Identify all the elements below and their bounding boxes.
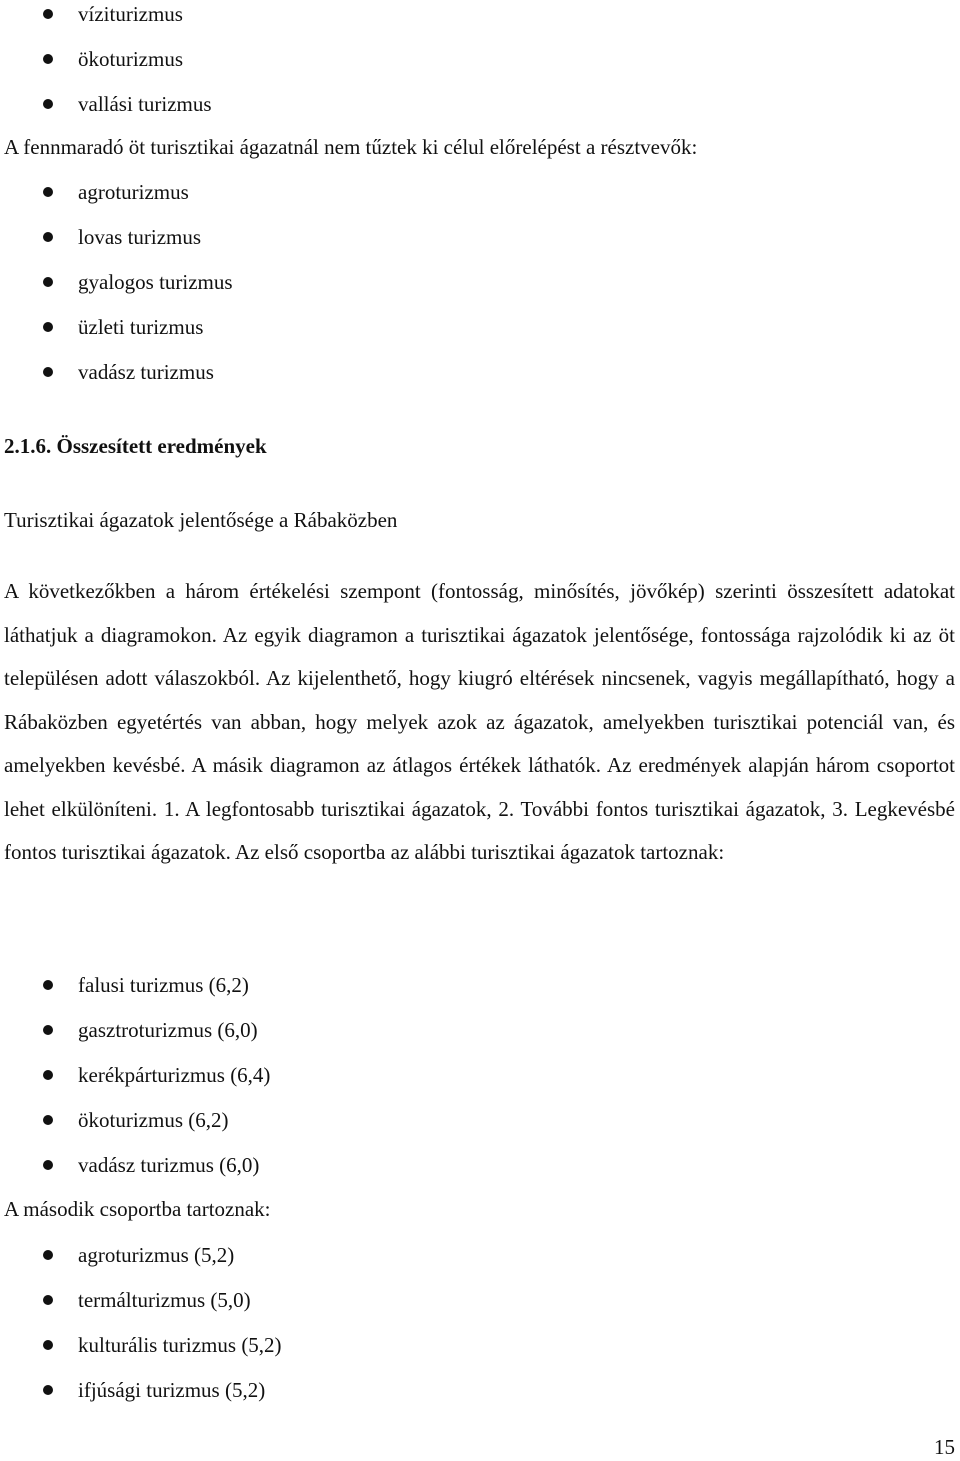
bullet-icon xyxy=(43,980,53,990)
page-number: 15 xyxy=(934,1435,955,1459)
bullet-icon xyxy=(43,367,53,377)
subsection-heading: Turisztikai ágazatok jelentősége a Rábaközben xyxy=(4,508,398,532)
list-item: termálturizmus (5,0) xyxy=(0,1286,960,1331)
bullet-icon xyxy=(43,99,53,109)
list-item: vallási turizmus xyxy=(0,90,960,135)
list-item: kulturális turizmus (5,2) xyxy=(0,1331,960,1376)
bullet-icon xyxy=(43,1070,53,1080)
bullet-icon xyxy=(43,232,53,242)
bullet-icon xyxy=(43,1295,53,1305)
list-item: falusi turizmus (6,2) xyxy=(0,971,960,1016)
bullet-list-top xyxy=(0,0,960,135)
bullet-icon xyxy=(43,1385,53,1395)
list-item: kerékpárturizmus (6,4) xyxy=(0,1061,960,1106)
list-item: agroturizmus (5,2) xyxy=(0,1241,960,1286)
bullet-icon xyxy=(43,1160,53,1170)
bullet-list-group2 xyxy=(0,1241,960,1421)
list-item: ökoturizmus xyxy=(0,45,960,90)
list-item: agroturizmus xyxy=(0,178,960,223)
intro-not-target-paragraph: A fennmaradó öt turisztikai ágazatnál nem tűztek ki célul előrelépést a résztvevők: xyxy=(4,135,698,159)
group2-intro-paragraph: A második csoportba tartoznak: xyxy=(4,1197,271,1221)
bullet-icon xyxy=(43,1340,53,1350)
bullet-icon xyxy=(43,322,53,332)
bullet-list-not-target xyxy=(0,178,960,403)
bullet-icon xyxy=(43,54,53,64)
bullet-list-group1 xyxy=(0,971,960,1196)
list-item: vadász turizmus (6,0) xyxy=(0,1151,960,1196)
bullet-icon xyxy=(43,1025,53,1035)
list-item: üzleti turizmus xyxy=(0,313,960,358)
list-item: vadász turizmus xyxy=(0,358,960,403)
list-item: ifjúsági turizmus (5,2) xyxy=(0,1376,960,1421)
list-item: gyalogos turizmus xyxy=(0,268,960,313)
list-item: ökoturizmus (6,2) xyxy=(0,1106,960,1151)
body-paragraph: A következőkben a három értékelési szempont (fontosság, minősítés, jövőkép) szerinti összesített adatokat láthatjuk a diagramokon. Az egyik diagramon a turisztikai ágazatok jelentősége, fontossága rajzolódik ki az öt településen adott válaszokból. Az kijelenthető, hogy kiugró eltérések nincsenek, vagyis megállapítható, hogy a Rábaközben egyetértés van abban, hogy melyek azok az ágazatok, amelyekben turisztikai potenciál van, és amelyekben kevésbé. A másik diagramon az átlagos értékek láthatók. Az eredmények alapján három csoportot lehet elkülöníteni. 1. A legfontosabb turisztikai ágazatok, 2. További fontos turisztikai ágazatok, 3. Legkevésbé fontos turisztikai ágazatok. Az első csoportba az alábbi turisztikai ágazatok tartoznak: xyxy=(4,579,955,864)
list-item: gasztroturizmus (6,0) xyxy=(0,1016,960,1061)
bullet-icon xyxy=(43,1115,53,1125)
list-item: víziturizmus xyxy=(0,0,960,45)
list-item: lovas turizmus xyxy=(0,223,960,268)
bullet-icon xyxy=(43,9,53,19)
bullet-icon xyxy=(43,187,53,197)
section-heading: 2.1.6. Összesített eredmények xyxy=(4,434,267,458)
bullet-icon xyxy=(43,1250,53,1260)
bullet-icon xyxy=(43,277,53,287)
